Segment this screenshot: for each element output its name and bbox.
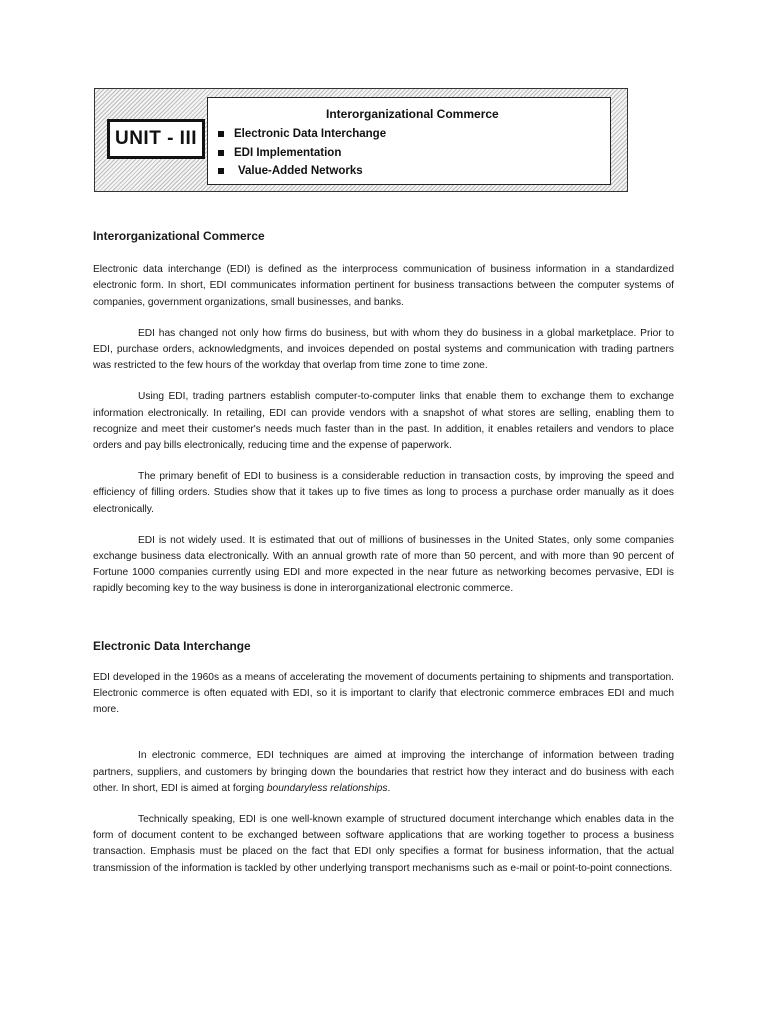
topic-item [218,128,386,140]
topic-label: Electronic Data Interchange [234,128,387,140]
topics-box [207,97,611,185]
paragraph: Technically speaking, EDI is one well-known example of structured document interchange which enables data in the form of document content to be exchanged between software applications that are working together to process a business transaction. Emphasis must be placed on the fact that EDI only specifies a format for business information, that the actual transmission of the information is tackled by other underlying transport mechanisms such as e-mail or point-to-point connections. [93,814,674,874]
bullet-icon [218,150,224,156]
paragraph: Using EDI, trading partners establish computer-to-computer links that enable them to exchange them to exchange information electronically. In retailing, EDI can provide vendors with a snapshot of what stores are selling, enabling them to recognize and meet their customer's needs much faster than in the past. In addition, it enables retailers and vendors to place orders and pay bills electronically, reducing time and the expense of paperwork. [93,391,674,452]
paragraph: Electronic data interchange (EDI) is defined as the interprocess communication of business information in a standardized electronic form. In short, EDI communicates information pertinent for business transactions between the computer systems of companies, government organizations, small businesses, and banks. [93,264,674,308]
paragraph: In electronic commerce, EDI techniques are aimed at improving the interchange of information between trading partners, suppliers, and customers by bringing down the boundaries that restrict how they interact and do business with each other. In short, EDI is aimed at forging boundaryless relationships. [93,750,674,794]
section-heading: Interorganizational Commerce [93,229,265,243]
document-body [93,228,674,877]
topic-label: EDI Implementation [234,147,342,159]
unit-label: UNIT - III [107,119,205,159]
paragraph: EDI has changed not only how firms do business, but with whom they do business in a global marketplace. Prior to EDI, purchase orders, acknowledgments, and invoices depended on postal systems and communication with trading partners was restricted to the few hours of the workday that overlap from time zone to time zone. [93,327,674,372]
topic-item [218,147,341,159]
topic-label: Value-Added Networks [238,165,363,177]
paragraph: EDI developed in the 1960s as a means of accelerating the movement of documents pertaining to shipments and transportation. Electronic commerce is often equated with EDI, so it is important to clarify that electronic commerce embraces EDI and much more. [93,671,674,716]
emphasis-text: boundaryless relationships [266,782,388,794]
paragraph-text: In electronic commerce, EDI techniques are aimed at improving the interchange of information between trading partners, suppliers, and customers by bringing down the boundaries that restrict how they interact and do business with each other. In short, EDI is aimed at forging [93,750,674,794]
paragraph: EDI is not widely used. It is estimated that out of millions of businesses in the United States, only some companies exchange business data electronically. With an annual growth rate of more than 50 percent, and with more than 90 percent of Fortune 1000 companies currently using EDI and more expected in the near future as networking becomes pervasive, EDI is rapidly becoming key to the way business is done in interorganizational electronic commerce. [93,534,674,595]
section-heading: Electronic Data Interchange [93,638,251,653]
unit-banner [94,88,628,192]
topics-title: Interorganizational Commerce [326,107,499,121]
bullet-icon [218,168,224,174]
topic-item [218,165,363,177]
paragraph: The primary benefit of EDI to business is a considerable reduction in transaction costs, by improving the speed and efficiency of filling orders. Studies show that it takes up to five times as long to process a purchase order manually as it does electronically. [93,471,674,515]
bullet-icon [218,131,224,137]
